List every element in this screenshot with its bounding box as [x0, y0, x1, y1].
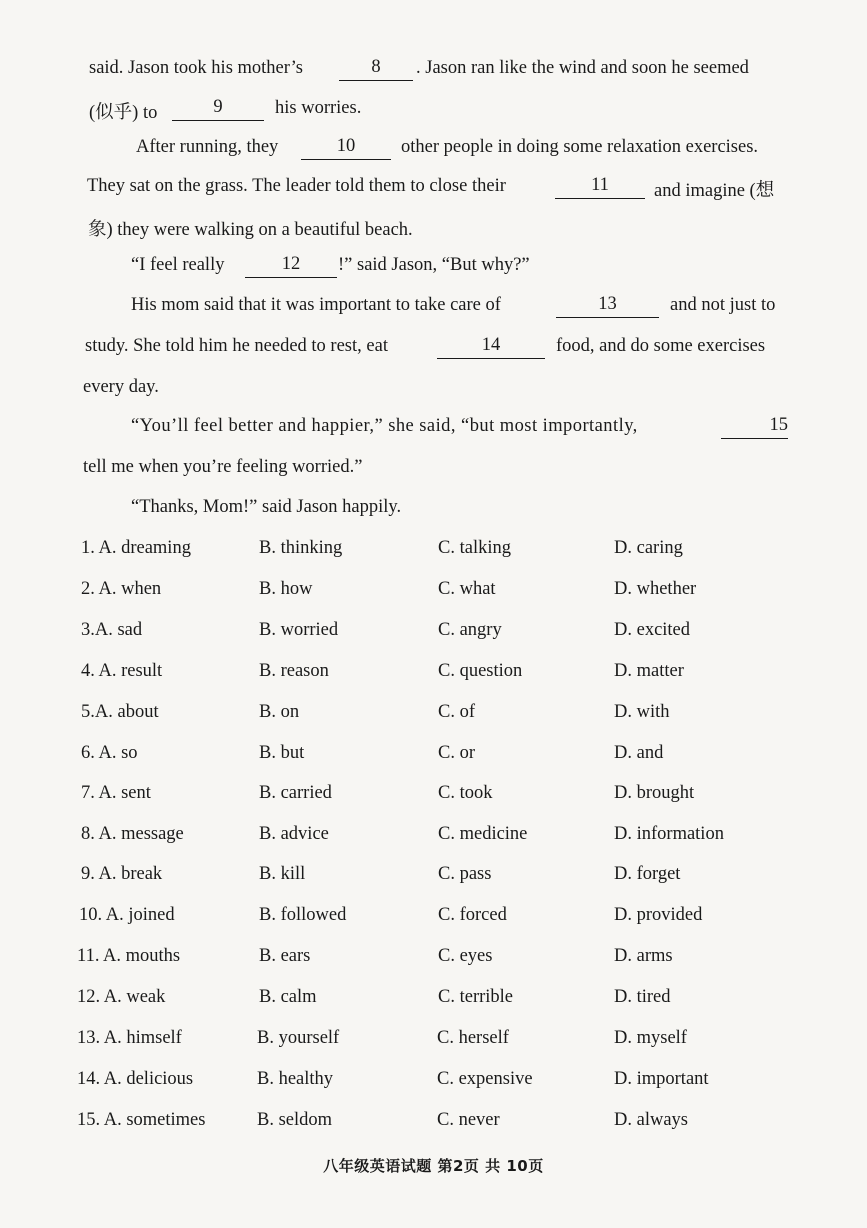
- option-a: 4. A. result: [81, 661, 163, 681]
- option-c: C. question: [438, 661, 523, 681]
- passage-text: They sat on the grass. The leader told them to close their: [87, 176, 506, 196]
- option-b: B. advice: [259, 824, 329, 844]
- blank-number: 12: [281, 254, 301, 274]
- blank-9: [172, 98, 264, 121]
- passage-text: 象) they were walking on a beautiful beach.: [88, 220, 413, 240]
- blank-15: [721, 416, 788, 439]
- blank-13: [556, 295, 659, 318]
- passage-text: food, and do some exercises: [556, 336, 766, 356]
- passage-text: other people in doing some relaxation exercises.: [401, 137, 759, 157]
- passage-text: “I feel really: [131, 255, 225, 275]
- option-a: 9. A. break: [81, 864, 163, 884]
- blank-14: [437, 336, 545, 359]
- option-c: C. or: [438, 743, 475, 763]
- passage-text: His mom said that it was important to take care of: [131, 295, 501, 315]
- option-b: B. but: [259, 743, 305, 763]
- option-b: B. healthy: [257, 1069, 334, 1089]
- option-c: C. medicine: [438, 824, 528, 844]
- option-a: 8. A. message: [81, 824, 184, 844]
- passage-text: After running, they: [136, 137, 279, 157]
- blank-8: [339, 58, 413, 81]
- page-footer: 八年级英语试题 第2页 共 10页: [323, 1157, 544, 1175]
- blank-number: 10: [336, 136, 356, 156]
- option-d: D. and: [614, 743, 664, 763]
- blank-number: 11: [591, 175, 609, 195]
- option-c: C. took: [438, 783, 493, 803]
- option-b: B. kill: [259, 864, 306, 884]
- option-a: 15. A. sometimes: [77, 1110, 206, 1130]
- option-a: 5.A. about: [81, 702, 159, 722]
- option-a: 2. A. when: [81, 579, 162, 599]
- blank-10: [301, 137, 391, 160]
- option-b: B. reason: [259, 661, 329, 681]
- option-b: B. yourself: [257, 1028, 340, 1048]
- option-a: 13. A. himself: [77, 1028, 182, 1048]
- option-c: C. what: [438, 579, 496, 599]
- option-c: C. terrible: [438, 987, 514, 1007]
- option-b: B. calm: [259, 987, 317, 1007]
- option-c: C. herself: [437, 1028, 509, 1048]
- option-b: B. ears: [259, 946, 311, 966]
- passage-text: “You’ll feel better and happier,” she said, “but most importantly,: [131, 416, 638, 436]
- passage-text: said. Jason took his mother’s: [89, 58, 303, 78]
- blank-12: [245, 255, 337, 278]
- option-c: C. angry: [438, 620, 502, 640]
- blank-number: 13: [598, 294, 617, 314]
- option-b: B. worried: [259, 620, 339, 640]
- option-a: 6. A. so: [81, 743, 138, 763]
- option-a: 14. A. delicious: [77, 1069, 194, 1089]
- option-d: D. matter: [614, 661, 684, 681]
- option-d: D. tired: [614, 987, 671, 1007]
- blank-number: 8: [371, 57, 381, 77]
- blank-number: 9: [213, 97, 223, 117]
- option-d: D. excited: [614, 620, 691, 640]
- blank-number: 15: [769, 415, 788, 435]
- option-d: D. forget: [614, 864, 681, 884]
- passage-text: his worries.: [275, 98, 362, 118]
- blank-11: [555, 176, 645, 199]
- passage-text: tell me when you’re feeling worried.”: [83, 457, 363, 477]
- option-d: D. myself: [614, 1028, 687, 1048]
- option-b: B. how: [259, 579, 313, 599]
- option-c: C. never: [437, 1110, 500, 1130]
- blank-number: 14: [481, 335, 501, 355]
- option-c: C. talking: [438, 538, 511, 558]
- option-a: 12. A. weak: [77, 987, 166, 1007]
- passage-text: (似乎) to: [89, 103, 158, 123]
- option-a: 11. A. mouths: [77, 946, 181, 966]
- option-d: D. arms: [614, 946, 673, 966]
- option-c: C. of: [438, 702, 475, 722]
- passage-text: every day.: [83, 377, 159, 397]
- option-d: D. caring: [614, 538, 683, 558]
- passage-text: “Thanks, Mom!” said Jason happily.: [131, 497, 402, 517]
- option-c: C. pass: [438, 864, 492, 884]
- passage-text: and not just to: [670, 295, 776, 315]
- option-d: D. always: [614, 1110, 688, 1130]
- option-d: D. whether: [614, 579, 697, 599]
- option-c: C. expensive: [437, 1069, 533, 1089]
- option-b: B. seldom: [257, 1110, 333, 1130]
- option-b: B. on: [259, 702, 300, 722]
- option-a: 1. A. dreaming: [81, 538, 191, 558]
- option-c: C. eyes: [438, 946, 493, 966]
- option-a: 3.A. sad: [81, 620, 143, 640]
- passage-text: and imagine (想: [654, 181, 775, 201]
- passage-text: !” said Jason, “But why?”: [338, 255, 530, 275]
- option-d: D. information: [614, 824, 724, 844]
- option-a: 10. A. joined: [79, 905, 175, 925]
- option-b: B. carried: [259, 783, 332, 803]
- option-d: D. provided: [614, 905, 703, 925]
- option-a: 7. A. sent: [81, 783, 151, 803]
- option-c: C. forced: [438, 905, 507, 925]
- option-d: D. with: [614, 702, 670, 722]
- passage-text: study. She told him he needed to rest, eat: [85, 336, 388, 356]
- option-d: D. brought: [614, 783, 695, 803]
- option-b: B. followed: [259, 905, 347, 925]
- option-d: D. important: [614, 1069, 709, 1089]
- option-b: B. thinking: [259, 538, 343, 558]
- passage-text: . Jason ran like the wind and soon he seemed: [416, 58, 749, 78]
